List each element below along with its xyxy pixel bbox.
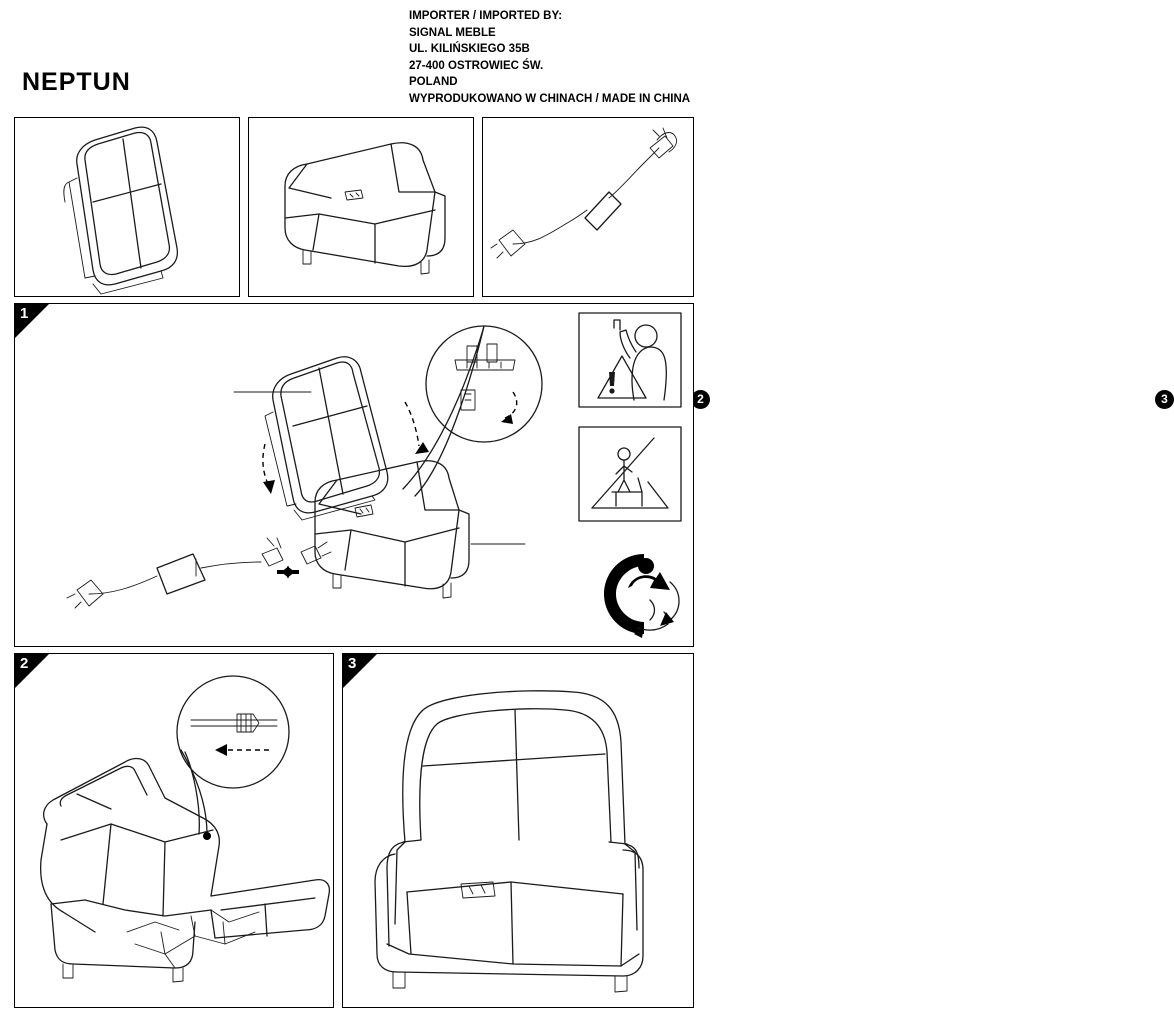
parts-badge-3: 3 [1155, 390, 1174, 409]
parts-panel-cable [482, 117, 1168, 406]
step-2-number: 2 [20, 655, 29, 672]
backrest-illustration [15, 118, 239, 296]
step-3-illustration [343, 654, 691, 1005]
step-2-corner-tab [15, 654, 49, 688]
step-3-number: 3 [348, 655, 357, 672]
warning-person-triangle [578, 312, 682, 408]
warning-no-standing [578, 426, 682, 522]
importer-line-5: WYPRODUKOWANO W CHINACH / MADE IN CHINA [409, 92, 691, 105]
step-1-corner-tab [15, 304, 49, 338]
parts-panel-backrest [14, 117, 240, 297]
step-3-panel [342, 653, 694, 1008]
importer-line-0: IMPORTER / IMPORTED BY: [409, 10, 563, 22]
seat-base-illustration [249, 118, 473, 296]
warning-recycle [598, 548, 690, 638]
importer-line-1: SIGNAL MEBLE [409, 26, 496, 39]
parts-badge-2: 2 [691, 390, 710, 409]
importer-line-3: 27-400 OSTROWIEC ŚW. [409, 59, 544, 72]
page-title: NEPTUN [22, 68, 131, 96]
step-2-panel [14, 653, 334, 1008]
step-3-corner-tab [343, 654, 377, 688]
importer-line-2: UL. KILIŃSKIEGO 35B [409, 43, 530, 56]
importer-line-4: POLAND [409, 76, 458, 89]
step-1-number: 1 [20, 305, 29, 322]
power-cable-illustration [483, 118, 693, 296]
importer-block [409, 8, 690, 108]
step-2-illustration [15, 654, 331, 1005]
parts-panel-seat [248, 117, 704, 406]
